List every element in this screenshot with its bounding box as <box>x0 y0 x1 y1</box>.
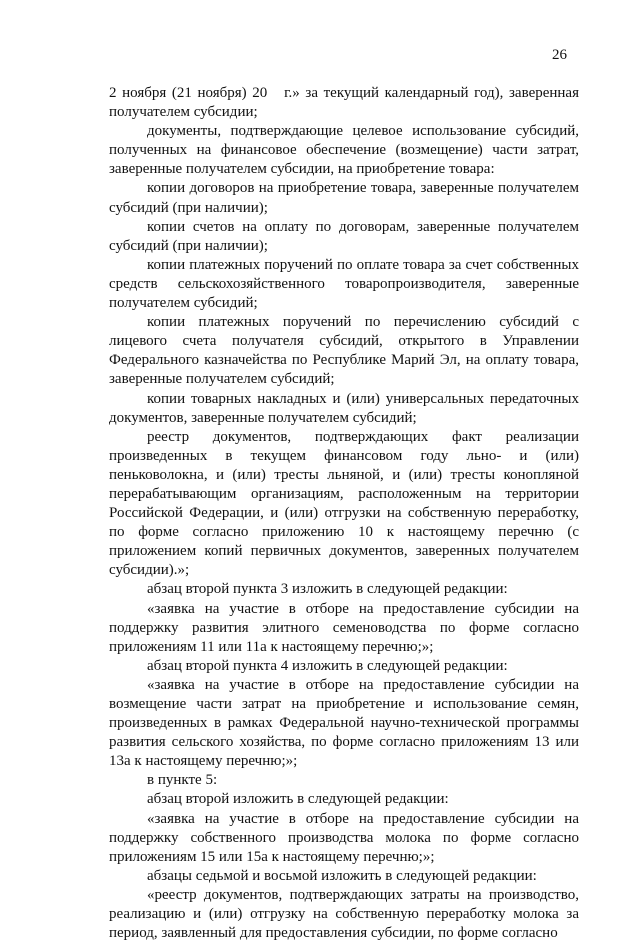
paragraph-15: «заявка на участие в отборе на предоставление субсидии на поддержку собственного производства молока по форме согласно приложениям 15 или 15а к настоящему перечню;»; <box>109 810 579 865</box>
document-body <box>109 84 579 943</box>
paragraph-9: абзац второй пункта 3 изложить в следующей редакции: <box>147 581 508 598</box>
paragraph-2: документы, подтверждающие целевое использование субсидий, полученных на финансовое обеспечение (возмещение) части затрат, заверенные получателем субсидии, на приобретение товара: <box>109 123 579 178</box>
paragraph-13: в пункте 5: <box>147 772 218 789</box>
paragraph-7: копии товарных накладных и (или) универсальных передаточных документов, заверенные получателем субсидий; <box>109 390 579 426</box>
paragraph-16: абзацы седьмой и восьмой изложить в следующей редакции: <box>147 867 537 884</box>
paragraph-17: «реестр документов, подтверждающих затраты на производство, реализацию и (или) отгрузку на собственную переработку молока за период, заявленный для предоставления субсидии, по форме согласно <box>109 886 579 942</box>
paragraph-8: реестр документов, подтверждающих факт реализации произведенных в текущем финансовом году льно- и (или) пеньковолокна, и (или) тресты льняной, и (или) тресты конопляной перерабатывающим организациям, расположенным на территории Российской Федерации, и (или) отгрузки на собственную переработку, по форме согласно приложению 10 к настоящему перечню (с приложением копий первичных документов, заверенных получателем субсидии).»; <box>109 428 579 579</box>
paragraph-1: 2 ноября (21 ноября) 20 г.» за текущий календарный год), заверенная получателем субсидии; <box>109 85 579 121</box>
paragraph-6: копии платежных поручений по перечислению субсидий с лицевого счета получателя субсидий, открытого в Управлении Федерального казначейства по Республике Марий Эл, на оплату товара, заверенные получателем субсидий; <box>109 314 579 388</box>
page-number: 26 <box>552 47 567 63</box>
paragraph-3: копии договоров на приобретение товара, заверенные получателем субсидий (при наличии); <box>109 180 579 216</box>
paragraph-4: копии счетов на оплату по договорам, заверенные получателем субсидий (при наличии); <box>109 218 579 254</box>
paragraph-10: «заявка на участие в отборе на предоставление субсидии на поддержку развития элитного семеноводства по форме согласно приложениям 11 или 11а к настоящему перечню;»; <box>109 600 579 655</box>
paragraph-12: «заявка на участие в отборе на предоставление субсидии на возмещение части затрат на приобретение и использование семян, произведенных в рамках Федеральной научно-технической программы развития сельского хозяйства, по форме согласно приложениям 13 или 13а к настоящему перечню;»; <box>109 676 579 770</box>
paragraph-11: абзац второй пункта 4 изложить в следующей редакции: <box>147 657 508 674</box>
paragraph-14: абзац второй изложить в следующей редакции: <box>147 791 449 808</box>
paragraph-5: копии платежных поручений по оплате товара за счет собственных средств сельскохозяйственного товаропроизводителя, заверенные получателем субсидий; <box>109 256 579 312</box>
